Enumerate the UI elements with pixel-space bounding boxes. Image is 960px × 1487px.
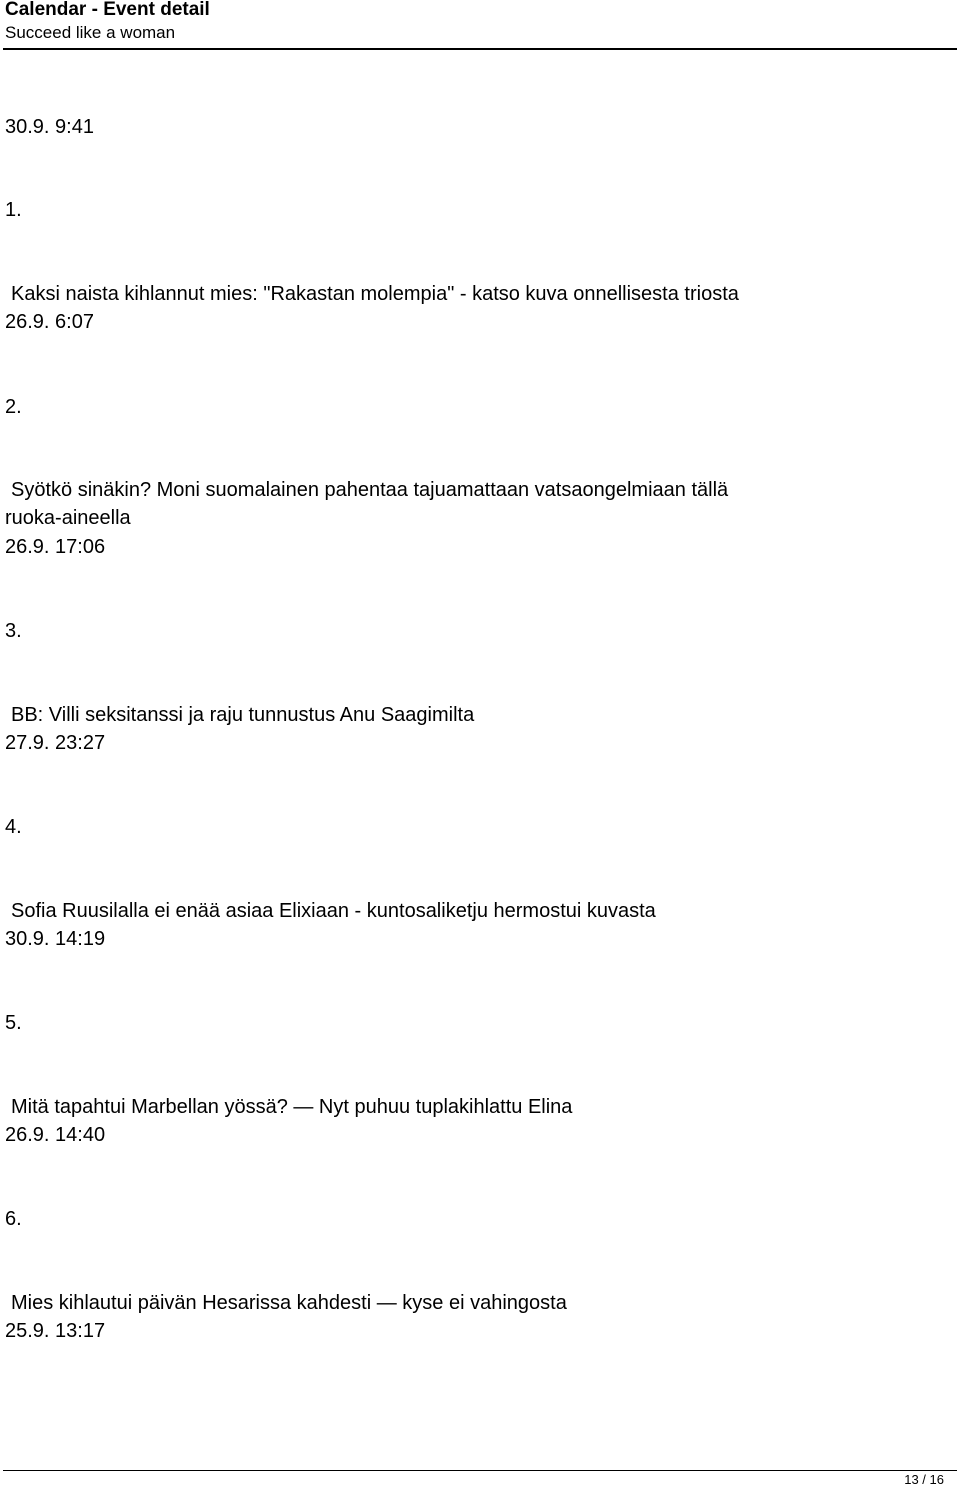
document-title: Calendar - Event detail bbox=[5, 0, 210, 20]
item-timestamp: 26.9. 17:06 bbox=[5, 536, 106, 558]
item-headline: Mitä tapahtui Marbellan yössä? — Nyt puhuu tuplakihlattu Elina bbox=[11, 1096, 573, 1118]
item-number: 3. bbox=[5, 620, 22, 642]
item-timestamp: 25.9. 13:17 bbox=[5, 1320, 106, 1342]
item-number: 4. bbox=[5, 816, 22, 838]
item-number: 6. bbox=[5, 1208, 22, 1230]
item-timestamp: 27.9. 23:27 bbox=[5, 732, 106, 754]
item-timestamp: 30.9. 14:19 bbox=[5, 928, 106, 950]
item-number: 1. bbox=[5, 199, 22, 221]
top-timestamp: 30.9. 9:41 bbox=[5, 116, 94, 138]
footer-divider bbox=[3, 1470, 957, 1471]
item-headline: BB: Villi seksitanssi ja raju tunnustus Anu Saagimilta bbox=[11, 704, 475, 726]
header-divider bbox=[3, 48, 957, 50]
item-timestamp: 26.9. 6:07 bbox=[5, 311, 94, 333]
item-headline: Mies kihlautui päivän Hesarissa kahdesti — kyse ei vahingosta bbox=[11, 1292, 567, 1314]
item-number: 5. bbox=[5, 1012, 22, 1034]
page-header bbox=[5, 0, 957, 43]
item-number: 2. bbox=[5, 396, 22, 418]
document-subtitle: Succeed like a woman bbox=[5, 23, 176, 42]
item-headline-continued: ruoka-aineella bbox=[5, 507, 131, 529]
item-headline: Kaksi naista kihlannut mies: "Rakastan molempia" - katso kuva onnellisesta triosta bbox=[11, 283, 739, 305]
item-headline: Syötkö sinäkin? Moni suomalainen pahentaa tajuamattaan vatsaongelmiaan tällä bbox=[11, 479, 729, 501]
item-timestamp: 26.9. 14:40 bbox=[5, 1124, 106, 1146]
page-number: 13 / 16 bbox=[904, 1472, 944, 1487]
item-headline: Sofia Ruusilalla ei enää asiaa Elixiaan - kuntosaliketju hermostui kuvasta bbox=[11, 900, 656, 922]
